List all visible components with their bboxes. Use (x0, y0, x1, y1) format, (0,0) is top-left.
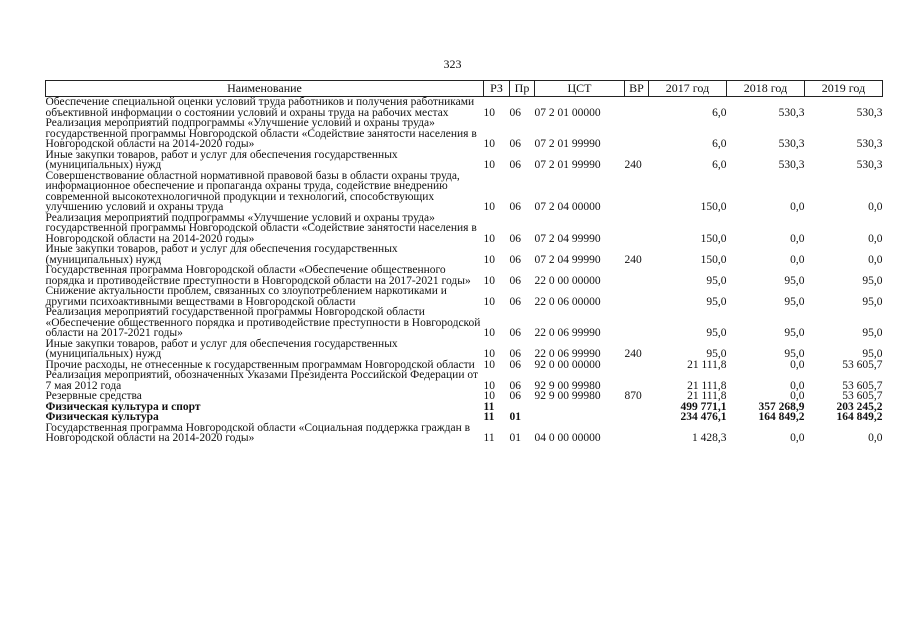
row-2017: 95,0 (706, 348, 727, 360)
row-2019: 95,0 (862, 327, 883, 339)
row-2019: 0,0 (868, 201, 883, 213)
row-2019: 164 849,2 (836, 411, 883, 423)
row-2019: 530,3 (856, 138, 883, 150)
row-pr: 06 (509, 106, 521, 119)
row-2018: 164 849,2 (758, 411, 805, 423)
row-cst: 22 0 06 99990 (534, 348, 601, 360)
row-cst: 07 2 01 99990 (534, 159, 601, 171)
row-vr (625, 307, 649, 339)
row-name: Государственная программа Новгородской области «Обеспечение общественного порядка и противодействие преступности в Новгородской области на 2017-2021 годы» (45, 264, 471, 287)
row-rz: 10 (483, 253, 495, 266)
row-2019: 53 605,7 (842, 390, 883, 402)
row-2019: 203 245,2 (836, 400, 883, 413)
row-pr: 06 (509, 358, 521, 371)
table-row (46, 265, 883, 286)
table-row (46, 171, 883, 213)
row-name: Совершенствование областной нормативной правовой базы в области охраны труда, информационное обеспечение и пропаганда охраны труда, содействие внедрению современной высокотехнологичной продукции и технологий, способствующих улучшению условий и охраны труда (45, 169, 460, 213)
row-2017: 6,0 (712, 138, 727, 150)
row-2017: 150,0 (700, 201, 727, 213)
row-name: Резервные средства (45, 390, 142, 402)
row-pr: 01 (509, 432, 521, 444)
table-header-row (46, 81, 883, 97)
header-2018: 2018 год (727, 81, 805, 97)
row-2018: 530,3 (778, 106, 805, 119)
row-vr: 240 (624, 253, 642, 266)
table-row-section (46, 402, 883, 413)
row-name: Реализация мероприятий, обозначенных Указами Президента Российской Федерации от 7 мая 2012 года (45, 369, 478, 392)
row-vr (625, 360, 649, 371)
row-name: Реализация мероприятий подпрограммы «Улучшение условий и охраны труда» государственной программы Новгородской области «Содействие занятости населения в Новгородской области на 2014-2020 годы» (45, 211, 477, 245)
row-vr: 240 (624, 348, 642, 360)
row-vr (625, 286, 649, 307)
header-rz: РЗ (484, 81, 510, 97)
row-2017: 21 111,8 (687, 379, 727, 392)
row-name: Иные закупки товаров, работ и услуг для обеспечения государственных (муниципальных) нужд (45, 337, 398, 360)
row-2017: 150,0 (700, 253, 727, 266)
row-rz: 10 (483, 390, 495, 402)
row-2018: 0,0 (790, 232, 805, 245)
row-2018: 0,0 (790, 253, 805, 266)
table-row (46, 118, 883, 150)
row-name: Физическая культура (45, 411, 159, 423)
row-cst: 22 0 06 00000 (534, 295, 601, 308)
table-row (46, 244, 883, 265)
row-pr: 06 (509, 232, 521, 245)
row-2017: 21 111,8 (687, 358, 727, 371)
row-pr: 06 (509, 348, 521, 360)
row-2017: 234 476,1 (680, 411, 727, 423)
row-2017: 499 771,1 (680, 400, 727, 413)
row-cst (535, 402, 625, 413)
row-rz: 11 (483, 400, 495, 413)
row-2019: 53 605,7 (842, 379, 883, 392)
row-cst: 22 0 00 00000 (534, 274, 601, 287)
row-name: Иные закупки товаров, работ и услуг для обеспечения государственных (муниципальных) нужд (45, 148, 398, 171)
row-2019: 0,0 (868, 253, 883, 266)
row-vr (625, 265, 649, 286)
row-cst: 92 0 00 00000 (534, 358, 601, 371)
row-rz: 10 (483, 138, 495, 150)
row-vr: 870 (624, 390, 642, 402)
row-pr: 06 (509, 159, 521, 171)
table-row-subsection (46, 412, 883, 423)
row-2019: 95,0 (862, 295, 883, 308)
row-vr (625, 97, 649, 119)
table-row (46, 423, 883, 444)
row-cst (535, 412, 625, 423)
row-pr: 06 (509, 327, 521, 339)
header-pr: Пр (510, 81, 535, 97)
row-2019: 0,0 (868, 432, 883, 444)
row-2018: 530,3 (778, 138, 805, 150)
row-rz: 10 (483, 232, 495, 245)
row-pr: 06 (509, 253, 521, 266)
header-2019: 2019 год (805, 81, 883, 97)
row-rz: 10 (483, 295, 495, 308)
row-vr (625, 118, 649, 150)
row-cst: 07 2 04 00000 (534, 201, 601, 213)
row-vr: 240 (624, 159, 642, 171)
row-2018: 357 268,9 (758, 400, 805, 413)
row-2018: 0,0 (790, 201, 805, 213)
table-row (46, 150, 883, 171)
header-name: Наименование (46, 81, 484, 97)
row-2017: 21 111,8 (687, 390, 727, 402)
row-2017: 95,0 (706, 327, 727, 339)
header-2017: 2017 год (649, 81, 727, 97)
row-cst: 07 2 04 99990 (534, 253, 601, 266)
header-cst: ЦСТ (535, 81, 625, 97)
table-row (46, 213, 883, 245)
row-2018: 0,0 (790, 390, 805, 402)
row-name: Иные закупки товаров, работ и услуг для обеспечения государственных (муниципальных) нужд (45, 243, 398, 266)
row-pr: 06 (509, 274, 521, 287)
table-row (46, 391, 883, 402)
row-2018: 95,0 (784, 274, 805, 287)
row-rz: 10 (483, 327, 495, 339)
row-cst: 22 0 06 99990 (534, 327, 601, 339)
table-row (46, 339, 883, 360)
header-vr: ВР (625, 81, 649, 97)
row-2018: 0,0 (790, 358, 805, 371)
row-rz: 10 (483, 274, 495, 287)
row-vr (625, 171, 649, 213)
row-pr: 01 (509, 411, 521, 423)
row-name: Реализация мероприятий государственной программы Новгородской области «Обеспечение общественного порядка и противодействие преступности в Новгородской области на 2017-2021 годы» (45, 306, 481, 339)
row-rz: 10 (483, 159, 495, 171)
row-2018: 0,0 (790, 379, 805, 392)
table-row (46, 370, 883, 391)
row-cst: 92 9 00 99980 (534, 390, 601, 402)
row-cst: 04 0 00 00000 (534, 432, 601, 444)
row-2018: 0,0 (790, 432, 805, 444)
row-vr (625, 370, 649, 391)
row-rz: 10 (483, 201, 495, 213)
table-row (46, 307, 883, 339)
row-cst: 07 2 01 00000 (534, 106, 601, 119)
row-2019: 530,3 (856, 106, 883, 119)
row-name: Обеспечение специальной оценки условий труда работников и получения работниками объективной информации о состоянии условий и охраны труда на рабочих местах (45, 96, 475, 119)
row-2018: 95,0 (784, 348, 805, 360)
row-vr (625, 412, 649, 423)
row-2019: 530,3 (856, 159, 883, 171)
row-name: Реализация мероприятий подпрограммы «Улучшение условий и охраны труда» государственной программы Новгородской области «Содействие занятости населения в Новгородской области на 2014-2020 годы» (45, 117, 477, 150)
table-row (46, 97, 883, 119)
row-cst: 07 2 04 99990 (534, 232, 601, 245)
row-cst: 92 9 00 99980 (534, 379, 601, 392)
row-rz: 11 (483, 411, 495, 423)
row-rz: 10 (483, 379, 495, 392)
row-name: Физическая культура и спорт (45, 400, 201, 413)
row-2017: 150,0 (700, 232, 727, 245)
row-2017: 6,0 (712, 106, 727, 119)
row-2017: 95,0 (706, 295, 727, 308)
row-vr (625, 213, 649, 245)
budget-table (45, 80, 883, 444)
row-pr: 06 (509, 201, 521, 213)
table-row (46, 286, 883, 307)
row-2018: 95,0 (784, 327, 805, 339)
row-vr (625, 423, 649, 444)
row-pr: 06 (509, 138, 521, 150)
row-rz: 10 (483, 348, 495, 360)
page-number: 323 (443, 57, 462, 71)
row-name: Снижение актуальности проблем, связанных со злоупотреблением наркотиками и другими психоактивными веществами в Новгородской области (45, 285, 447, 308)
row-vr (625, 402, 649, 413)
row-2019: 53 605,7 (842, 358, 883, 371)
row-rz: 10 (483, 358, 495, 371)
row-2019: 0,0 (868, 232, 883, 245)
row-pr: 06 (509, 379, 521, 392)
row-2019: 95,0 (862, 274, 883, 287)
row-pr: 06 (509, 295, 521, 308)
row-2018: 95,0 (784, 295, 805, 308)
row-rz: 11 (483, 432, 495, 444)
row-cst: 07 2 01 99990 (534, 138, 601, 150)
row-2017: 95,0 (706, 274, 727, 287)
row-rz: 10 (483, 106, 495, 119)
row-2019: 95,0 (862, 348, 883, 360)
row-name: Прочие расходы, не отнесенные к государственным программам Новгородской области (45, 358, 475, 371)
row-name: Государственная программа Новгородской области «Социальная поддержка граждан в Новгородской области на 2014-2020 годы» (45, 421, 471, 444)
row-2018: 530,3 (778, 159, 805, 171)
row-2017: 6,0 (712, 159, 727, 171)
row-pr: 06 (509, 390, 521, 402)
row-2017: 1 428,3 (692, 432, 727, 444)
